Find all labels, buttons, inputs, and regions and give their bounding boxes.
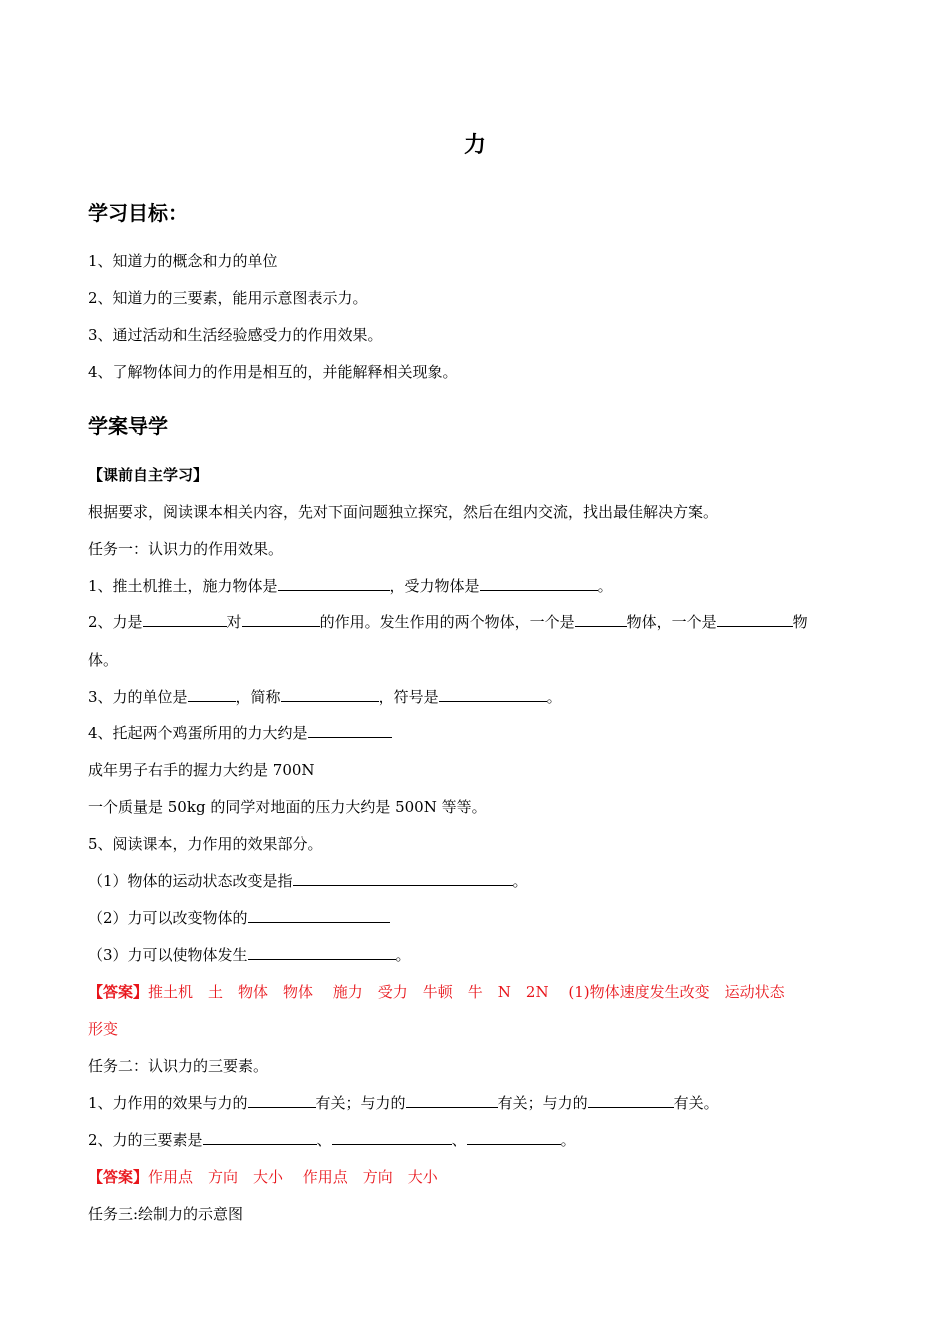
answer-blank[interactable] bbox=[308, 722, 392, 738]
section-heading-guide: 学案导学 bbox=[88, 414, 168, 438]
task1-answer bbox=[88, 981, 868, 1002]
task1-answer-cont: 形变 bbox=[88, 1020, 119, 1038]
task1-question-5-1 bbox=[88, 870, 868, 891]
objective-item-2: 2、知道力的三要素，能用示意图表示力。 bbox=[88, 289, 368, 307]
answer-blank[interactable] bbox=[143, 611, 227, 627]
objective-item-3: 3、通过活动和生活经验感受力的作用效果。 bbox=[88, 326, 383, 344]
task1-question-5: 5、阅读课本，力作用的效果部分。 bbox=[88, 835, 323, 853]
q-text: 。 bbox=[597, 577, 613, 595]
task2-answer bbox=[88, 1166, 868, 1187]
task1-question-5-2 bbox=[88, 907, 868, 928]
section-heading-objectives: 学习目标： bbox=[88, 201, 188, 225]
task1-question-1 bbox=[88, 575, 868, 596]
task2-question-2 bbox=[88, 1129, 868, 1150]
q-text: 物 bbox=[792, 613, 808, 631]
answer-blank[interactable] bbox=[480, 575, 598, 591]
q-text: 、 bbox=[451, 1131, 467, 1149]
answer-blank[interactable] bbox=[248, 944, 396, 960]
answer-blank[interactable] bbox=[281, 686, 379, 702]
q-text: 、 bbox=[316, 1131, 332, 1149]
answer-blank[interactable] bbox=[278, 575, 390, 591]
task1-question-3 bbox=[88, 686, 868, 707]
q-text: 2、力是 bbox=[88, 613, 143, 631]
q-text: 有关。 bbox=[673, 1094, 719, 1112]
q-text: 。 bbox=[560, 1131, 576, 1149]
answer-blank[interactable] bbox=[242, 611, 320, 627]
q-text: ，符号是 bbox=[378, 688, 439, 706]
answer-label: 【答案】 bbox=[88, 983, 149, 1001]
answer-text: 作用点 方向 大小 作用点 方向 大小 bbox=[148, 1168, 438, 1186]
q-text: （3）力可以使物体发生 bbox=[88, 946, 248, 964]
q-text: 。 bbox=[395, 946, 411, 964]
answer-blank[interactable] bbox=[467, 1129, 561, 1145]
answer-blank[interactable] bbox=[717, 611, 793, 627]
answer-blank[interactable] bbox=[575, 611, 627, 627]
q-text: 的作用。发生作用的两个物体，一个是 bbox=[319, 613, 575, 631]
q-text: 有关；与力的 bbox=[315, 1094, 406, 1112]
answer-blank[interactable] bbox=[332, 1129, 452, 1145]
task1-note-2: 一个质量是 50kg 的同学对地面的压力大约是 500N 等等。 bbox=[88, 798, 487, 816]
q-text: 有关；与力的 bbox=[497, 1094, 588, 1112]
q-text: 3、力的单位是 bbox=[88, 688, 188, 706]
task2-title: 任务二：认识力的三要素。 bbox=[88, 1057, 269, 1075]
page-title: 力 bbox=[463, 133, 486, 158]
answer-blank[interactable] bbox=[406, 1092, 498, 1108]
answer-blank[interactable] bbox=[203, 1129, 317, 1145]
q-text: 。 bbox=[546, 688, 562, 706]
task1-question-2-cont: 体。 bbox=[88, 651, 119, 669]
q-text: 物体，一个是 bbox=[626, 613, 717, 631]
q-text: 2、力的三要素是 bbox=[88, 1131, 203, 1149]
task2-question-1 bbox=[88, 1092, 868, 1113]
subheading-preclass: 【课前自主学习】 bbox=[88, 466, 209, 484]
intro-text: 根据要求，阅读课本相关内容，先对下面问题独立探究，然后在组内交流，找出最佳解决方案。 bbox=[88, 503, 719, 521]
task1-title: 任务一：认识力的作用效果。 bbox=[88, 540, 284, 558]
answer-blank[interactable] bbox=[439, 686, 547, 702]
q-text: 。 bbox=[512, 872, 528, 890]
task1-question-5-3 bbox=[88, 944, 868, 965]
task1-question-2 bbox=[88, 611, 868, 632]
q-text: 1、力作用的效果与力的 bbox=[88, 1094, 248, 1112]
task3-title: 任务三:绘制力的示意图 bbox=[88, 1205, 244, 1223]
answer-blank[interactable] bbox=[188, 686, 236, 702]
answer-text: 推土机 土 物体 物体 施力 受力 牛顿 牛 N 2N (1)物体速度发生改变 运动状态 bbox=[148, 983, 785, 1001]
answer-blank[interactable] bbox=[248, 1092, 316, 1108]
q-text: ，简称 bbox=[235, 688, 281, 706]
answer-blank[interactable] bbox=[248, 907, 390, 923]
q-text: 1、推土机推土，施力物体是 bbox=[88, 577, 278, 595]
answer-blank[interactable] bbox=[588, 1092, 674, 1108]
q-text: （1）物体的运动状态改变是指 bbox=[88, 872, 293, 890]
answer-label: 【答案】 bbox=[88, 1168, 149, 1186]
answer-blank[interactable] bbox=[293, 870, 513, 886]
objective-item-1: 1、知道力的概念和力的单位 bbox=[88, 252, 278, 270]
q-text: ，受力物体是 bbox=[389, 577, 480, 595]
q-text: 对 bbox=[226, 613, 242, 631]
task1-note-1: 成年男子右手的握力大约是 700N bbox=[88, 761, 315, 779]
q-text: 4、托起两个鸡蛋所用的力大约是 bbox=[88, 724, 308, 742]
task1-question-4 bbox=[88, 722, 868, 743]
q-text: （2）力可以改变物体的 bbox=[88, 909, 248, 927]
objective-item-4: 4、了解物体间力的作用是相互的，并能解释相关现象。 bbox=[88, 363, 458, 381]
